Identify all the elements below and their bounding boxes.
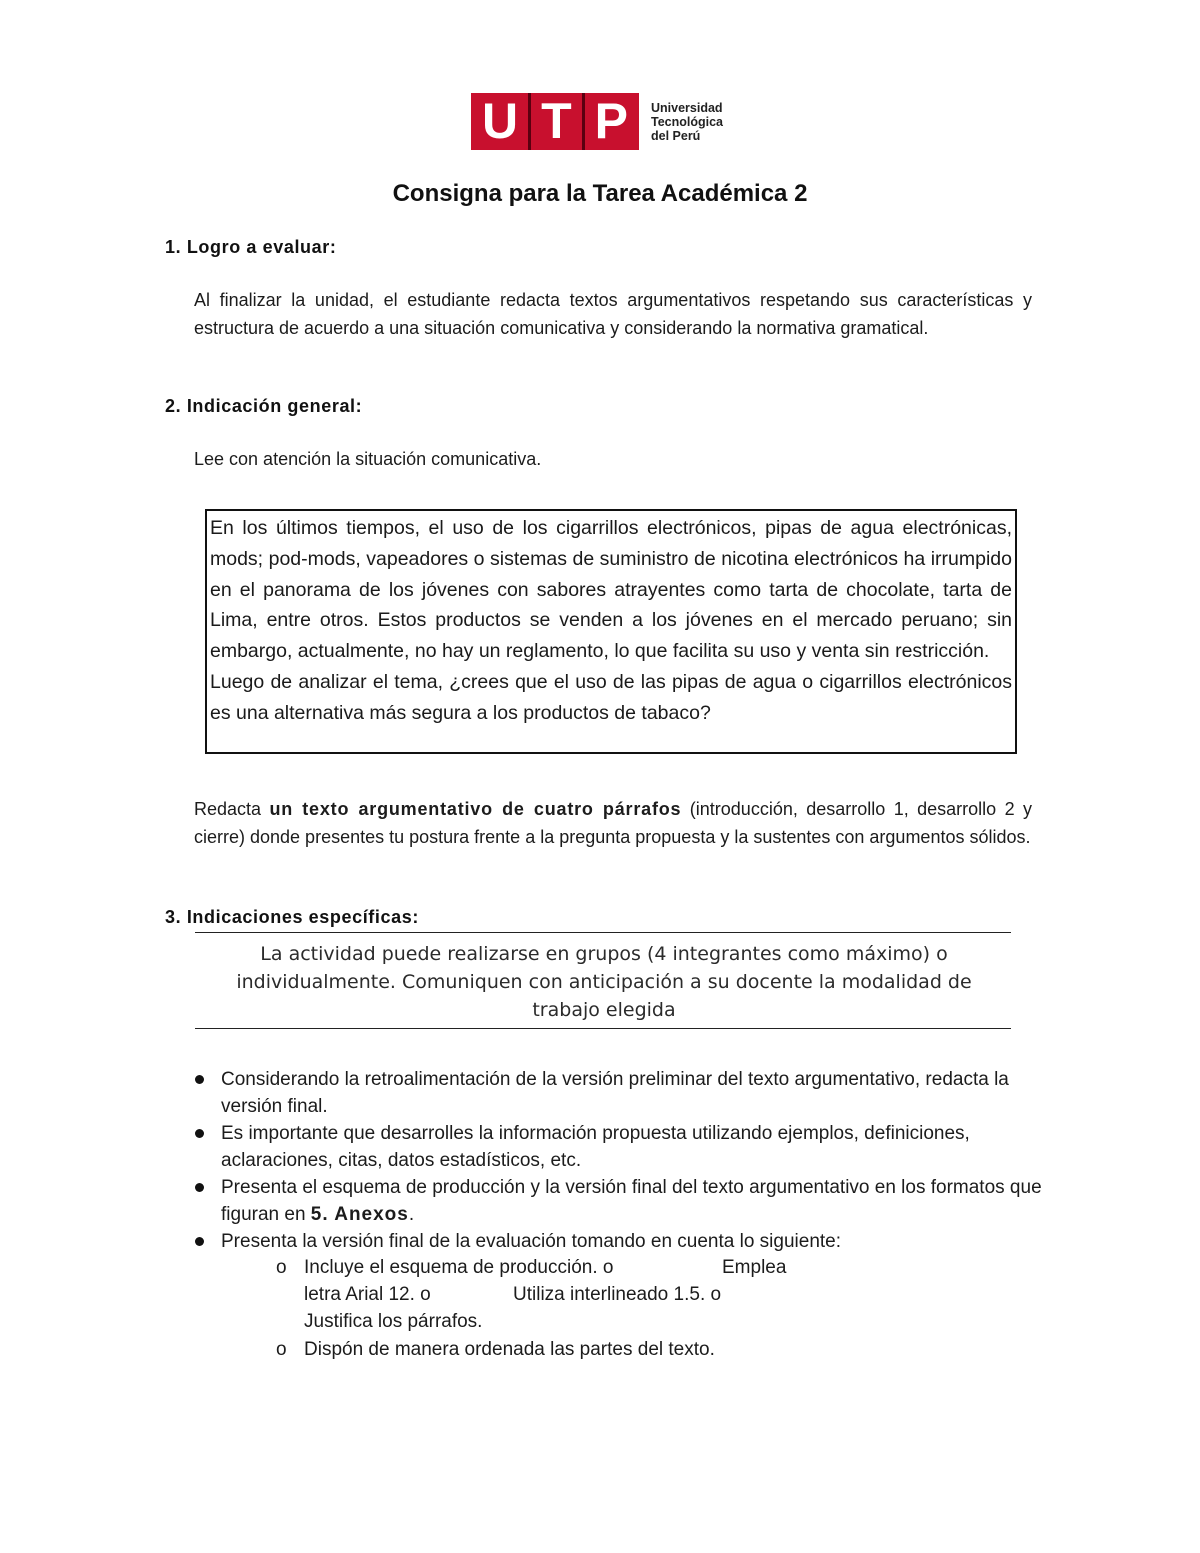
banner-line: La actividad puede realizarse en grupos (4 integrantes como máximo) o xyxy=(260,943,948,965)
sub-item-text: letra Arial 12. o xyxy=(304,1284,431,1305)
logo-name-line: del Perú xyxy=(651,128,701,143)
situation-question: Luego de analizar el tema, ¿crees que el uso de las pipas de agua o cigarrillos electrónicos es una alternativa más segura a los productos de tabaco? xyxy=(210,670,1012,724)
list-item xyxy=(193,1066,1043,1120)
banner-top-rule xyxy=(195,932,1011,933)
sub-item-marker: o xyxy=(276,1339,287,1360)
modality-banner xyxy=(205,940,1003,1024)
list-item-text: Presenta el esquema de producción y la versión final del texto argumentativo en los formatos que figuran en xyxy=(221,1177,1042,1225)
logo-letter-t: T xyxy=(541,93,572,149)
section-2-intro: Lee con atención la situación comunicativa. xyxy=(194,449,542,469)
utp-logo-mark xyxy=(471,93,639,150)
section-3-heading: 3. Indicaciones específicas: xyxy=(165,907,419,927)
logo-separator xyxy=(528,93,531,150)
annex-reference: 5. Anexos xyxy=(310,1204,409,1225)
situation-paragraph: En los últimos tiempos, el uso de los cigarrillos electrónicos, pipas de agua electrónicas, mods; pod-mods, vapeadores o sistemas de suministro de nicotina electrónicos ha irrumpido en el panorama de los jóvenes con sabores atrayentes como tarta de chocolate, tarta de Lima, entre otros. Estos productos se venden a los jóvenes en el mercado peruano; sin embargo, actualmente, no hay un reglamento, lo que facilita su uso y venta sin restricción. xyxy=(210,517,1012,663)
list-item-text: . xyxy=(408,1204,415,1225)
sub-item-text: Incluye el esquema de producción. o xyxy=(304,1257,614,1278)
communicative-situation-box xyxy=(205,509,1017,754)
list-item-text: Presenta la versión final de la evaluación tomando en cuenta lo siguiente: xyxy=(221,1231,842,1252)
banner-line: individualmente. Comuniquen con anticipación a su docente la modalidad de xyxy=(236,971,972,993)
sub-item-text: Dispón de manera ordenada las partes del texto. xyxy=(304,1339,715,1360)
logo-letter-p: P xyxy=(594,93,628,149)
logo-separator xyxy=(582,93,585,150)
logo-name-line: Universidad xyxy=(651,100,723,115)
specific-instructions-list xyxy=(193,1066,1043,1255)
sub-item-marker: o xyxy=(276,1257,287,1278)
list-item xyxy=(193,1228,1043,1255)
section-1-text: Al finalizar la unidad, el estudiante redacta textos argumentativos respetando sus características y estructura de acuerdo a una situación comunicativa y considerando la normativa gramatical. xyxy=(194,290,1032,338)
list-item xyxy=(193,1174,1043,1228)
logo-letter-u: U xyxy=(481,93,519,149)
banner-line: trabajo elegida xyxy=(532,999,676,1021)
sub-item-text: Justifica los párrafos. xyxy=(304,1311,483,1332)
bullet-icon xyxy=(195,1183,204,1192)
list-item-text: Es importante que desarrolles la información propuesta utilizando ejemplos, definiciones, aclaraciones, citas, datos estadísticos, etc. xyxy=(221,1123,970,1171)
logo-university-name xyxy=(651,101,723,143)
section-1-heading: 1. Logro a evaluar: xyxy=(165,237,337,257)
task-text: (introducción, desarrollo 1, desarrollo 2 y cierre) donde presentes tu postura frente a la pregunta propuesta y la sustentes con argumentos sólidos. xyxy=(194,799,1032,847)
task-text: Redacta xyxy=(194,799,270,819)
document-title: Consigna para la Tarea Académica 2 xyxy=(392,180,808,207)
sub-item-text: Utiliza interlineado 1.5. o xyxy=(513,1284,722,1305)
bullet-icon xyxy=(195,1237,204,1246)
utp-logo xyxy=(471,93,723,150)
list-item xyxy=(193,1120,1043,1174)
list-item-text: Considerando la retroalimentación de la versión preliminar del texto argumentativo, redacta la versión final. xyxy=(221,1069,1009,1117)
task-instruction xyxy=(194,796,1032,851)
logo-name-line: Tecnológica xyxy=(651,114,724,129)
bullet-icon xyxy=(195,1075,204,1084)
section-2-heading: 2. Indicación general: xyxy=(165,396,363,416)
bullet-icon xyxy=(195,1129,204,1138)
banner-bottom-rule xyxy=(195,1028,1011,1029)
task-bold-text: un texto argumentativo de cuatro párrafos xyxy=(269,799,682,819)
sub-item-text: Emplea xyxy=(722,1257,787,1278)
